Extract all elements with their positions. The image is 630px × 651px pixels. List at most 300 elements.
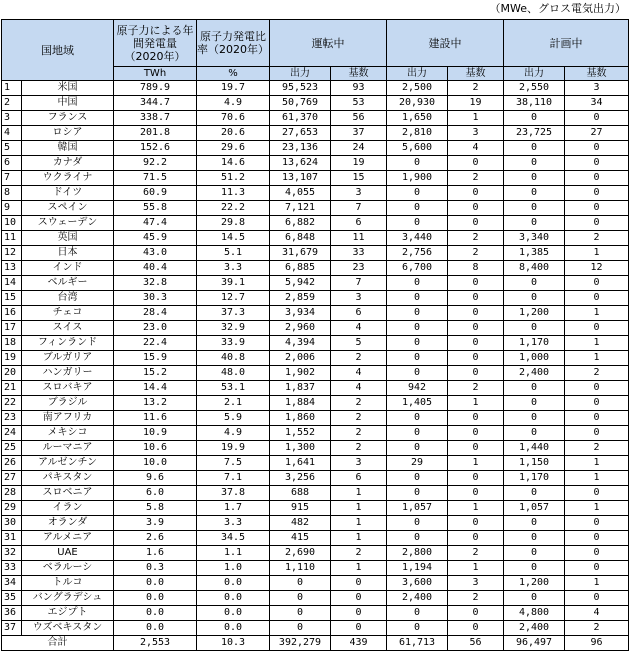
construction-output: 29 bbox=[387, 456, 448, 471]
country-name: ドイツ bbox=[22, 186, 114, 201]
ratio-value: 5.9 bbox=[197, 411, 270, 426]
construction-output: 0 bbox=[387, 366, 448, 381]
nuclear-power-table bbox=[1, 19, 629, 651]
row-number: 23 bbox=[2, 411, 22, 426]
construction-output: 2,400 bbox=[387, 591, 448, 606]
planned-units: 0 bbox=[565, 171, 629, 186]
planned-units: 0 bbox=[565, 201, 629, 216]
header-co-output: 出力 bbox=[387, 67, 448, 81]
planned-output: 0 bbox=[504, 216, 565, 231]
operating-units: 2 bbox=[331, 426, 387, 441]
planned-output: 0 bbox=[504, 156, 565, 171]
country-name: イラン bbox=[22, 501, 114, 516]
ratio-value: 33.9 bbox=[197, 336, 270, 351]
generation-value: 28.4 bbox=[114, 306, 197, 321]
planned-units: 0 bbox=[565, 411, 629, 426]
construction-units: 0 bbox=[448, 531, 504, 546]
row-number: 20 bbox=[2, 366, 22, 381]
country-name: パキスタン bbox=[22, 471, 114, 486]
row-number: 34 bbox=[2, 576, 22, 591]
country-name: ウズベキスタン bbox=[22, 621, 114, 636]
row-number: 35 bbox=[2, 591, 22, 606]
table-row bbox=[2, 486, 629, 501]
row-number: 11 bbox=[2, 231, 22, 246]
planned-units: 0 bbox=[565, 546, 629, 561]
generation-value: 2.6 bbox=[114, 531, 197, 546]
operating-units: 3 bbox=[331, 456, 387, 471]
row-number: 8 bbox=[2, 186, 22, 201]
planned-units: 0 bbox=[565, 531, 629, 546]
operating-output: 95,523 bbox=[270, 81, 331, 96]
table-row bbox=[2, 81, 629, 96]
operating-output: 31,679 bbox=[270, 246, 331, 261]
planned-units: 0 bbox=[565, 396, 629, 411]
country-name: エジプト bbox=[22, 606, 114, 621]
planned-units: 0 bbox=[565, 516, 629, 531]
table-row bbox=[2, 396, 629, 411]
planned-output: 0 bbox=[504, 561, 565, 576]
country-name: 日本 bbox=[22, 246, 114, 261]
construction-output: 2,810 bbox=[387, 126, 448, 141]
operating-output: 6,882 bbox=[270, 216, 331, 231]
header-pl-output: 出力 bbox=[504, 67, 565, 81]
construction-units: 1 bbox=[448, 111, 504, 126]
table-row bbox=[2, 546, 629, 561]
table-row bbox=[2, 246, 629, 261]
country-name: UAE bbox=[22, 546, 114, 561]
construction-output: 0 bbox=[387, 351, 448, 366]
row-number: 1 bbox=[2, 81, 22, 96]
ratio-value: 29.8 bbox=[197, 216, 270, 231]
country-name: バングラデシュ bbox=[22, 591, 114, 606]
planned-output: 0 bbox=[504, 276, 565, 291]
construction-output: 2,756 bbox=[387, 246, 448, 261]
planned-output: 0 bbox=[504, 171, 565, 186]
header-op-output: 出力 bbox=[270, 67, 331, 81]
country-name: ベラルーシ bbox=[22, 561, 114, 576]
ratio-value: 4.9 bbox=[197, 426, 270, 441]
construction-units: 0 bbox=[448, 336, 504, 351]
ratio-value: 7.1 bbox=[197, 471, 270, 486]
operating-output: 1,884 bbox=[270, 396, 331, 411]
header-generation: 原子力による年間発電量（2020年） bbox=[114, 20, 197, 67]
construction-output: 942 bbox=[387, 381, 448, 396]
header-construction: 建設中 bbox=[387, 20, 504, 67]
ratio-value: 70.6 bbox=[197, 111, 270, 126]
header-co-units: 基数 bbox=[448, 67, 504, 81]
planned-units: 1 bbox=[565, 456, 629, 471]
ratio-value: 37.8 bbox=[197, 486, 270, 501]
planned-units: 0 bbox=[565, 156, 629, 171]
ratio-value: 34.5 bbox=[197, 531, 270, 546]
planned-output: 0 bbox=[504, 531, 565, 546]
country-name: フィンランド bbox=[22, 336, 114, 351]
planned-output: 0 bbox=[504, 486, 565, 501]
header-operating: 運転中 bbox=[270, 20, 387, 67]
operating-units: 7 bbox=[331, 201, 387, 216]
header-pl-units: 基数 bbox=[565, 67, 629, 81]
generation-value: 15.2 bbox=[114, 366, 197, 381]
operating-output: 7,121 bbox=[270, 201, 331, 216]
country-name: アルゼンチン bbox=[22, 456, 114, 471]
operating-units: 1 bbox=[331, 561, 387, 576]
row-number: 2 bbox=[2, 96, 22, 111]
operating-output: 415 bbox=[270, 531, 331, 546]
planned-output: 1,150 bbox=[504, 456, 565, 471]
generation-value: 43.0 bbox=[114, 246, 197, 261]
operating-units: 15 bbox=[331, 171, 387, 186]
construction-output: 1,405 bbox=[387, 396, 448, 411]
table-row bbox=[2, 156, 629, 171]
ratio-value: 20.6 bbox=[197, 126, 270, 141]
planned-units: 4 bbox=[565, 606, 629, 621]
row-number: 30 bbox=[2, 516, 22, 531]
generation-value: 60.9 bbox=[114, 186, 197, 201]
planned-output: 1,057 bbox=[504, 501, 565, 516]
ratio-value: 19.7 bbox=[197, 81, 270, 96]
ratio-value: 7.5 bbox=[197, 456, 270, 471]
operating-output: 2,690 bbox=[270, 546, 331, 561]
planned-units: 1 bbox=[565, 471, 629, 486]
planned-units: 0 bbox=[565, 426, 629, 441]
table-row bbox=[2, 141, 629, 156]
construction-output: 0 bbox=[387, 411, 448, 426]
construction-output: 1,650 bbox=[387, 111, 448, 126]
planned-output: 1,200 bbox=[504, 576, 565, 591]
row-number: 32 bbox=[2, 546, 22, 561]
construction-output: 2,500 bbox=[387, 81, 448, 96]
planned-output: 0 bbox=[504, 201, 565, 216]
unit-twh: TWh bbox=[114, 67, 197, 81]
ratio-value: 40.8 bbox=[197, 351, 270, 366]
country-name: 台湾 bbox=[22, 291, 114, 306]
operating-output: 4,055 bbox=[270, 186, 331, 201]
planned-output: 1,200 bbox=[504, 306, 565, 321]
row-number: 29 bbox=[2, 501, 22, 516]
construction-units: 0 bbox=[448, 201, 504, 216]
country-name: ベルギー bbox=[22, 276, 114, 291]
ratio-value: 19.9 bbox=[197, 441, 270, 456]
operating-output: 1,110 bbox=[270, 561, 331, 576]
table-row bbox=[2, 276, 629, 291]
construction-units: 0 bbox=[448, 411, 504, 426]
country-name: ルーマニア bbox=[22, 441, 114, 456]
total-label: 合計 bbox=[2, 636, 114, 651]
operating-units: 1 bbox=[331, 486, 387, 501]
operating-output: 3,256 bbox=[270, 471, 331, 486]
operating-units: 23 bbox=[331, 261, 387, 276]
construction-output: 6,700 bbox=[387, 261, 448, 276]
planned-units: 0 bbox=[565, 141, 629, 156]
total-co-out: 61,713 bbox=[387, 636, 448, 651]
ratio-value: 0.0 bbox=[197, 591, 270, 606]
construction-units: 0 bbox=[448, 216, 504, 231]
country-name: カナダ bbox=[22, 156, 114, 171]
operating-output: 1,300 bbox=[270, 441, 331, 456]
operating-output: 6,848 bbox=[270, 231, 331, 246]
planned-units: 0 bbox=[565, 186, 629, 201]
planned-output: 1,170 bbox=[504, 471, 565, 486]
generation-value: 0.0 bbox=[114, 591, 197, 606]
operating-output: 1,837 bbox=[270, 381, 331, 396]
planned-units: 1 bbox=[565, 501, 629, 516]
generation-value: 0.0 bbox=[114, 606, 197, 621]
generation-value: 789.9 bbox=[114, 81, 197, 96]
construction-output: 0 bbox=[387, 306, 448, 321]
ratio-value: 53.1 bbox=[197, 381, 270, 396]
construction-output: 1,057 bbox=[387, 501, 448, 516]
construction-output: 0 bbox=[387, 621, 448, 636]
operating-units: 6 bbox=[331, 471, 387, 486]
generation-value: 55.8 bbox=[114, 201, 197, 216]
construction-units: 2 bbox=[448, 81, 504, 96]
generation-value: 5.8 bbox=[114, 501, 197, 516]
ratio-value: 0.0 bbox=[197, 621, 270, 636]
table-row bbox=[2, 261, 629, 276]
planned-output: 3,340 bbox=[504, 231, 565, 246]
operating-units: 7 bbox=[331, 276, 387, 291]
table-row bbox=[2, 186, 629, 201]
construction-units: 0 bbox=[448, 366, 504, 381]
operating-output: 0 bbox=[270, 621, 331, 636]
operating-units: 0 bbox=[331, 591, 387, 606]
ratio-value: 1.0 bbox=[197, 561, 270, 576]
planned-output: 0 bbox=[504, 321, 565, 336]
table-body bbox=[2, 81, 629, 651]
generation-value: 201.8 bbox=[114, 126, 197, 141]
planned-units: 2 bbox=[565, 231, 629, 246]
planned-output: 0 bbox=[504, 291, 565, 306]
construction-output: 3,600 bbox=[387, 576, 448, 591]
operating-units: 93 bbox=[331, 81, 387, 96]
operating-units: 24 bbox=[331, 141, 387, 156]
country-name: スウェーデン bbox=[22, 216, 114, 231]
row-number: 19 bbox=[2, 351, 22, 366]
table-row bbox=[2, 291, 629, 306]
planned-output: 8,400 bbox=[504, 261, 565, 276]
operating-output: 0 bbox=[270, 591, 331, 606]
construction-units: 0 bbox=[448, 306, 504, 321]
table-row bbox=[2, 171, 629, 186]
operating-units: 11 bbox=[331, 231, 387, 246]
construction-units: 0 bbox=[448, 276, 504, 291]
generation-value: 11.6 bbox=[114, 411, 197, 426]
country-name: オランダ bbox=[22, 516, 114, 531]
generation-value: 0.0 bbox=[114, 576, 197, 591]
generation-value: 22.4 bbox=[114, 336, 197, 351]
total-row bbox=[2, 636, 629, 651]
operating-output: 0 bbox=[270, 576, 331, 591]
generation-value: 15.9 bbox=[114, 351, 197, 366]
construction-output: 1,194 bbox=[387, 561, 448, 576]
operating-units: 1 bbox=[331, 531, 387, 546]
construction-units: 4 bbox=[448, 141, 504, 156]
construction-units: 3 bbox=[448, 576, 504, 591]
planned-units: 0 bbox=[565, 111, 629, 126]
row-number: 24 bbox=[2, 426, 22, 441]
row-number: 26 bbox=[2, 456, 22, 471]
ratio-value: 4.9 bbox=[197, 96, 270, 111]
table-row bbox=[2, 516, 629, 531]
operating-output: 1,552 bbox=[270, 426, 331, 441]
operating-output: 688 bbox=[270, 486, 331, 501]
row-number: 22 bbox=[2, 396, 22, 411]
construction-output: 2,800 bbox=[387, 546, 448, 561]
operating-units: 6 bbox=[331, 306, 387, 321]
operating-output: 13,624 bbox=[270, 156, 331, 171]
ratio-value: 3.3 bbox=[197, 516, 270, 531]
total-op-out: 392,279 bbox=[270, 636, 331, 651]
row-number: 27 bbox=[2, 471, 22, 486]
table-row bbox=[2, 351, 629, 366]
construction-units: 0 bbox=[448, 486, 504, 501]
country-name: トルコ bbox=[22, 576, 114, 591]
operating-units: 0 bbox=[331, 576, 387, 591]
table-row bbox=[2, 591, 629, 606]
operating-units: 2 bbox=[331, 351, 387, 366]
planned-output: 23,725 bbox=[504, 126, 565, 141]
operating-units: 37 bbox=[331, 126, 387, 141]
generation-value: 30.3 bbox=[114, 291, 197, 306]
planned-output: 38,110 bbox=[504, 96, 565, 111]
operating-units: 53 bbox=[331, 96, 387, 111]
planned-units: 34 bbox=[565, 96, 629, 111]
country-name: フランス bbox=[22, 111, 114, 126]
table-row bbox=[2, 606, 629, 621]
ratio-value: 1.1 bbox=[197, 546, 270, 561]
ratio-value: 3.3 bbox=[197, 261, 270, 276]
country-name: スロバキア bbox=[22, 381, 114, 396]
table-row bbox=[2, 576, 629, 591]
construction-units: 2 bbox=[448, 591, 504, 606]
ratio-value: 51.2 bbox=[197, 171, 270, 186]
ratio-value: 14.5 bbox=[197, 231, 270, 246]
table-row bbox=[2, 231, 629, 246]
operating-units: 19 bbox=[331, 156, 387, 171]
operating-output: 4,394 bbox=[270, 336, 331, 351]
operating-output: 61,370 bbox=[270, 111, 331, 126]
row-number: 7 bbox=[2, 171, 22, 186]
total-pl-out: 96,497 bbox=[504, 636, 565, 651]
table-row bbox=[2, 111, 629, 126]
construction-units: 1 bbox=[448, 501, 504, 516]
planned-output: 0 bbox=[504, 516, 565, 531]
construction-units: 1 bbox=[448, 561, 504, 576]
table-row bbox=[2, 216, 629, 231]
planned-units: 0 bbox=[565, 486, 629, 501]
construction-output: 0 bbox=[387, 531, 448, 546]
operating-output: 2,006 bbox=[270, 351, 331, 366]
generation-value: 344.7 bbox=[114, 96, 197, 111]
table-row bbox=[2, 411, 629, 426]
planned-output: 0 bbox=[504, 546, 565, 561]
row-number: 3 bbox=[2, 111, 22, 126]
generation-value: 10.9 bbox=[114, 426, 197, 441]
generation-value: 338.7 bbox=[114, 111, 197, 126]
generation-value: 6.0 bbox=[114, 486, 197, 501]
planned-units: 1 bbox=[565, 576, 629, 591]
generation-value: 45.9 bbox=[114, 231, 197, 246]
operating-units: 0 bbox=[331, 621, 387, 636]
planned-units: 1 bbox=[565, 351, 629, 366]
table-row bbox=[2, 126, 629, 141]
construction-units: 3 bbox=[448, 126, 504, 141]
operating-output: 0 bbox=[270, 606, 331, 621]
operating-units: 1 bbox=[331, 516, 387, 531]
construction-units: 0 bbox=[448, 291, 504, 306]
table-row bbox=[2, 381, 629, 396]
operating-units: 2 bbox=[331, 546, 387, 561]
country-name: 米国 bbox=[22, 81, 114, 96]
planned-units: 0 bbox=[565, 561, 629, 576]
table-row bbox=[2, 441, 629, 456]
construction-units: 8 bbox=[448, 261, 504, 276]
construction-units: 1 bbox=[448, 396, 504, 411]
planned-output: 1,170 bbox=[504, 336, 565, 351]
generation-value: 14.4 bbox=[114, 381, 197, 396]
total-gen: 2,553 bbox=[114, 636, 197, 651]
operating-output: 2,960 bbox=[270, 321, 331, 336]
construction-output: 0 bbox=[387, 201, 448, 216]
construction-output: 5,600 bbox=[387, 141, 448, 156]
operating-units: 2 bbox=[331, 441, 387, 456]
planned-units: 2 bbox=[565, 621, 629, 636]
country-name: ウクライナ bbox=[22, 171, 114, 186]
row-number: 14 bbox=[2, 276, 22, 291]
operating-units: 1 bbox=[331, 501, 387, 516]
planned-units: 2 bbox=[565, 441, 629, 456]
operating-output: 1,902 bbox=[270, 366, 331, 381]
generation-value: 92.2 bbox=[114, 156, 197, 171]
operating-units: 33 bbox=[331, 246, 387, 261]
row-number: 4 bbox=[2, 126, 22, 141]
planned-output: 2,400 bbox=[504, 366, 565, 381]
country-name: ブラジル bbox=[22, 396, 114, 411]
table-row bbox=[2, 96, 629, 111]
operating-output: 1,860 bbox=[270, 411, 331, 426]
generation-value: 10.0 bbox=[114, 456, 197, 471]
operating-output: 1,641 bbox=[270, 456, 331, 471]
table-row bbox=[2, 321, 629, 336]
ratio-value: 2.1 bbox=[197, 396, 270, 411]
row-number: 37 bbox=[2, 621, 22, 636]
row-number: 6 bbox=[2, 156, 22, 171]
planned-output: 0 bbox=[504, 141, 565, 156]
planned-output: 2,400 bbox=[504, 621, 565, 636]
table-row bbox=[2, 471, 629, 486]
construction-units: 2 bbox=[448, 246, 504, 261]
table-row bbox=[2, 621, 629, 636]
planned-units: 1 bbox=[565, 306, 629, 321]
total-pl-n: 96 bbox=[565, 636, 629, 651]
row-number: 16 bbox=[2, 306, 22, 321]
table-row bbox=[2, 531, 629, 546]
ratio-value: 12.7 bbox=[197, 291, 270, 306]
row-number: 9 bbox=[2, 201, 22, 216]
generation-value: 47.4 bbox=[114, 216, 197, 231]
country-name: ロシア bbox=[22, 126, 114, 141]
planned-units: 0 bbox=[565, 291, 629, 306]
generation-value: 0.3 bbox=[114, 561, 197, 576]
row-number: 15 bbox=[2, 291, 22, 306]
construction-output: 3,440 bbox=[387, 231, 448, 246]
construction-output: 0 bbox=[387, 516, 448, 531]
construction-units: 0 bbox=[448, 621, 504, 636]
construction-output: 0 bbox=[387, 336, 448, 351]
ratio-value: 29.6 bbox=[197, 141, 270, 156]
row-number: 28 bbox=[2, 486, 22, 501]
operating-units: 2 bbox=[331, 396, 387, 411]
